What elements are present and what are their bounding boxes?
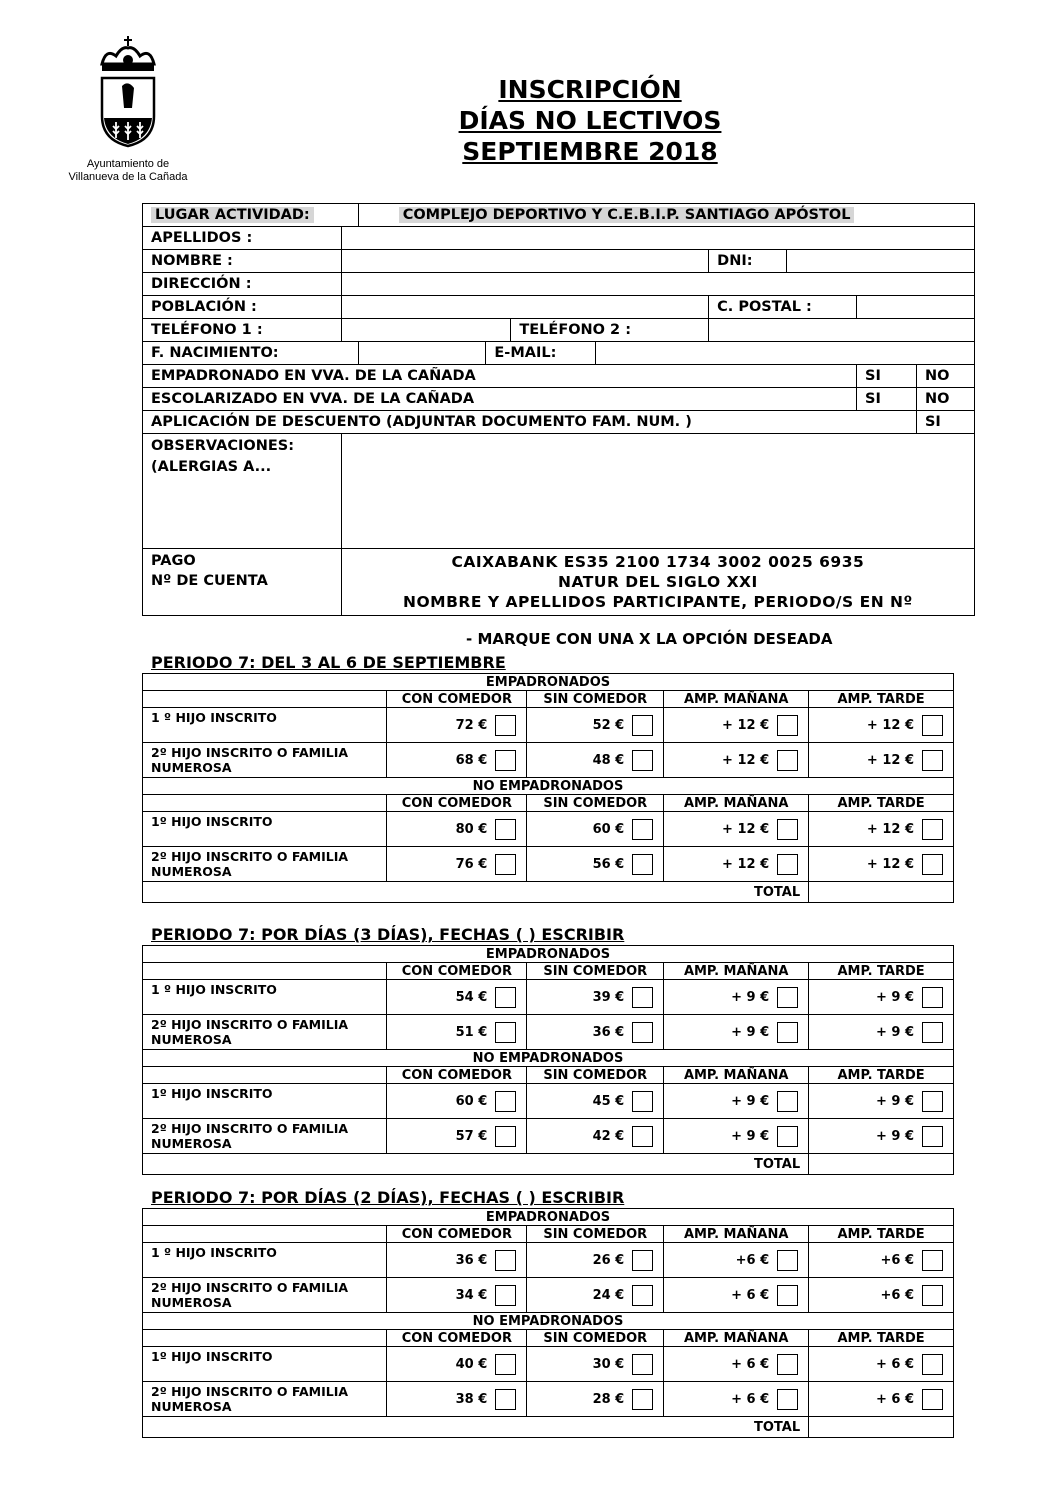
- row-label: 2º HIJO INSCRITO O FAMILIA NUMEROSA: [143, 1278, 387, 1313]
- descuento-si[interactable]: SI: [916, 411, 974, 434]
- option-checkbox[interactable]: [495, 987, 516, 1008]
- price-cell: [809, 1382, 954, 1417]
- option-checkbox[interactable]: [777, 715, 798, 736]
- email-field[interactable]: [596, 342, 975, 365]
- option-checkbox[interactable]: [777, 1126, 798, 1147]
- price-value: + 6 €: [875, 1391, 914, 1407]
- price-cell: [527, 708, 664, 743]
- option-checkbox[interactable]: [777, 1354, 798, 1375]
- nombre-field[interactable]: [341, 250, 708, 273]
- row-label: 1 º HIJO INSCRITO: [143, 708, 387, 743]
- total-label: TOTAL: [143, 1417, 809, 1438]
- lugar-label-cell: [143, 204, 359, 227]
- email-label: E-MAIL:: [486, 342, 596, 365]
- nacimiento-label: F. NACIMIENTO:: [143, 342, 359, 365]
- option-checkbox[interactable]: [495, 1354, 516, 1375]
- option-checkbox[interactable]: [922, 1126, 943, 1147]
- price-value: + 6 €: [731, 1287, 770, 1303]
- option-checkbox[interactable]: [632, 1250, 653, 1271]
- price-value: 24 €: [592, 1287, 625, 1303]
- price-cell: [527, 1278, 664, 1313]
- price-cell: [387, 1278, 527, 1313]
- price-cell: [527, 847, 664, 882]
- column-header: SIN COMEDOR: [527, 1067, 664, 1084]
- price-cell: [387, 1382, 527, 1417]
- blank-header: [143, 795, 387, 812]
- price-cell: [387, 1243, 527, 1278]
- option-checkbox[interactable]: [777, 1285, 798, 1306]
- column-header: AMP. MAÑANA: [664, 963, 809, 980]
- group-header: EMPADRONADOS: [143, 674, 954, 691]
- option-checkbox[interactable]: [495, 819, 516, 840]
- title-line-2: DÍAS NO LECTIVOS: [458, 106, 722, 135]
- row-label: 2º HIJO INSCRITO O FAMILIA NUMEROSA: [143, 847, 387, 882]
- group-header: NO EMPADRONADOS: [143, 1050, 954, 1067]
- row-label: 1º HIJO INSCRITO: [143, 812, 387, 847]
- option-checkbox[interactable]: [777, 1091, 798, 1112]
- price-cell: [387, 1119, 527, 1154]
- price-cell: [527, 1084, 664, 1119]
- column-header: CON COMEDOR: [387, 963, 527, 980]
- price-cell: [387, 980, 527, 1015]
- price-cell: [809, 1347, 954, 1382]
- price-value: 36 €: [455, 1252, 488, 1268]
- apellidos-label: APELLIDOS :: [143, 227, 342, 250]
- option-checkbox[interactable]: [922, 854, 943, 875]
- price-value: 42 €: [592, 1128, 625, 1144]
- row-label: 2º HIJO INSCRITO O FAMILIA NUMEROSA: [143, 1119, 387, 1154]
- column-header: AMP. MAÑANA: [664, 691, 809, 708]
- price-value: 60 €: [592, 821, 625, 837]
- table-row: [143, 1243, 954, 1278]
- price-cell: [387, 743, 527, 778]
- option-checkbox[interactable]: [777, 854, 798, 875]
- column-header: CON COMEDOR: [387, 1067, 527, 1084]
- price-value: + 9 €: [875, 1024, 914, 1040]
- table-row: [143, 1119, 954, 1154]
- option-checkbox[interactable]: [632, 1389, 653, 1410]
- price-value: 28 €: [592, 1391, 625, 1407]
- column-header: CON COMEDOR: [387, 795, 527, 812]
- option-checkbox[interactable]: [632, 854, 653, 875]
- period-heading-2: PERIODO 7: POR DÍAS (3 DÍAS), FECHAS ( ) ESCRIBIR: [151, 925, 625, 944]
- column-header: SIN COMEDOR: [527, 1330, 664, 1347]
- price-cell: [664, 1119, 809, 1154]
- coat-of-arms-icon: [96, 34, 160, 152]
- option-checkbox[interactable]: [495, 750, 516, 771]
- option-checkbox[interactable]: [495, 715, 516, 736]
- price-cell: [664, 743, 809, 778]
- option-checkbox[interactable]: [777, 1250, 798, 1271]
- option-checkbox[interactable]: [495, 1126, 516, 1147]
- option-checkbox[interactable]: [922, 715, 943, 736]
- price-value: 30 €: [592, 1356, 625, 1372]
- lugar-label: LUGAR ACTIVIDAD:: [151, 207, 314, 223]
- instruction-note: - MARQUE CON UNA X LA OPCIÓN DESEADA: [466, 630, 833, 648]
- row-label: 1 º HIJO INSCRITO: [143, 1243, 387, 1278]
- price-cell: [809, 1278, 954, 1313]
- price-cell: [387, 1084, 527, 1119]
- row-label: 2º HIJO INSCRITO O FAMILIA NUMEROSA: [143, 1382, 387, 1417]
- price-cell: [664, 812, 809, 847]
- option-checkbox[interactable]: [632, 1091, 653, 1112]
- option-checkbox[interactable]: [777, 819, 798, 840]
- price-cell: [664, 1243, 809, 1278]
- option-checkbox[interactable]: [632, 1022, 653, 1043]
- price-value: + 12 €: [722, 752, 770, 768]
- total-label: TOTAL: [143, 1154, 809, 1175]
- table-row: [143, 812, 954, 847]
- escolarizado-si[interactable]: SI: [857, 388, 917, 411]
- option-checkbox[interactable]: [495, 1091, 516, 1112]
- group-header: NO EMPADRONADOS: [143, 778, 954, 795]
- poblacion-label: POBLACIÓN :: [143, 296, 342, 319]
- total-field[interactable]: [809, 1154, 954, 1175]
- price-value: + 9 €: [731, 1024, 770, 1040]
- price-cell: [809, 708, 954, 743]
- price-cell: [664, 1278, 809, 1313]
- price-value: 80 €: [455, 821, 488, 837]
- option-checkbox[interactable]: [632, 1354, 653, 1375]
- price-value: 38 €: [455, 1391, 488, 1407]
- table-row: [143, 980, 954, 1015]
- row-label: 1º HIJO INSCRITO: [143, 1347, 387, 1382]
- municipal-logo: [58, 34, 198, 184]
- empadronado-si[interactable]: SI: [857, 365, 917, 388]
- price-cell: [809, 980, 954, 1015]
- dni-label: DNI:: [709, 250, 787, 273]
- option-checkbox[interactable]: [495, 1250, 516, 1271]
- title-line-1: INSCRIPCIÓN: [498, 75, 682, 104]
- telefono1-field[interactable]: [341, 319, 511, 342]
- nacimiento-field[interactable]: [358, 342, 486, 365]
- price-cell: [664, 1015, 809, 1050]
- direccion-field[interactable]: [341, 273, 974, 296]
- total-field[interactable]: [809, 882, 954, 903]
- price-cell: [809, 812, 954, 847]
- blank-header: [143, 691, 387, 708]
- price-cell: [527, 743, 664, 778]
- price-cell: [664, 1084, 809, 1119]
- blank-header: [143, 963, 387, 980]
- period-heading-1: PERIODO 7: DEL 3 AL 6 DE SEPTIEMBRE: [151, 653, 506, 672]
- price-table-2: [142, 945, 954, 1175]
- pago-label-cell: [143, 549, 342, 616]
- total-field[interactable]: [809, 1417, 954, 1438]
- column-header: SIN COMEDOR: [527, 795, 664, 812]
- row-label: 1º HIJO INSCRITO: [143, 1084, 387, 1119]
- table-row: [143, 743, 954, 778]
- option-checkbox[interactable]: [777, 1389, 798, 1410]
- lugar-value-cell: [358, 204, 974, 227]
- column-header: AMP. TARDE: [809, 1226, 954, 1243]
- option-checkbox[interactable]: [632, 1126, 653, 1147]
- table-row: [143, 1278, 954, 1313]
- price-cell: [664, 1347, 809, 1382]
- cuenta-label: Nº DE CUENTA: [151, 573, 268, 589]
- price-cell: [387, 1015, 527, 1050]
- price-cell: [809, 1119, 954, 1154]
- row-label: 2º HIJO INSCRITO O FAMILIA NUMEROSA: [143, 1015, 387, 1050]
- period-heading-3: PERIODO 7: POR DÍAS (2 DÍAS), FECHAS ( ) ESCRIBIR: [151, 1188, 625, 1207]
- column-header: AMP. TARDE: [809, 963, 954, 980]
- cuenta-iban: CAIXABANK ES35 2100 1734 3002 0025 6935: [451, 553, 865, 571]
- price-value: + 6 €: [875, 1356, 914, 1372]
- price-cell: [664, 980, 809, 1015]
- price-value: 39 €: [592, 989, 625, 1005]
- blank-header: [143, 1226, 387, 1243]
- price-cell: [527, 812, 664, 847]
- table-row: [143, 1084, 954, 1119]
- table-row: [143, 708, 954, 743]
- column-header: AMP. TARDE: [809, 795, 954, 812]
- price-cell: [527, 1382, 664, 1417]
- price-cell: [664, 847, 809, 882]
- registration-form: [142, 203, 975, 616]
- cuenta-concepto: NOMBRE Y APELLIDOS PARTICIPANTE, PERIODO/S EN Nº: [403, 593, 913, 611]
- price-value: + 12 €: [866, 856, 914, 872]
- price-value: 48 €: [592, 752, 625, 768]
- column-header: SIN COMEDOR: [527, 1226, 664, 1243]
- price-value: +6 €: [735, 1252, 770, 1268]
- option-checkbox[interactable]: [495, 1285, 516, 1306]
- column-header: AMP. MAÑANA: [664, 795, 809, 812]
- price-value: +6 €: [880, 1287, 914, 1303]
- cuenta-info: [341, 549, 974, 616]
- price-value: + 12 €: [866, 752, 914, 768]
- price-cell: [387, 847, 527, 882]
- price-value: 26 €: [592, 1252, 625, 1268]
- price-value: 76 €: [455, 856, 488, 872]
- price-value: 68 €: [455, 752, 488, 768]
- observaciones-label: OBSERVACIONES:: [151, 438, 294, 454]
- option-checkbox[interactable]: [777, 987, 798, 1008]
- table-row: [143, 1347, 954, 1382]
- org-line-2: Villanueva de la Cañada: [68, 171, 188, 183]
- price-value: + 9 €: [731, 989, 770, 1005]
- price-value: + 9 €: [731, 1128, 770, 1144]
- price-value: 51 €: [455, 1024, 488, 1040]
- column-header: SIN COMEDOR: [527, 691, 664, 708]
- price-cell: [809, 1084, 954, 1119]
- price-cell: [809, 1243, 954, 1278]
- title-line-3: SEPTIEMBRE 2018: [462, 137, 718, 166]
- option-checkbox[interactable]: [922, 1022, 943, 1043]
- alergias-label: (ALERGIAS A...: [151, 459, 272, 475]
- option-checkbox[interactable]: [922, 750, 943, 771]
- escolarizado-no[interactable]: NO: [916, 388, 974, 411]
- price-cell: [809, 743, 954, 778]
- pago-label: PAGO: [151, 553, 196, 569]
- price-value: 52 €: [592, 717, 625, 733]
- row-label: 1 º HIJO INSCRITO: [143, 980, 387, 1015]
- price-value: 45 €: [592, 1093, 625, 1109]
- price-table-1: [142, 673, 954, 903]
- escolarizado-label: ESCOLARIZADO EN VVA. DE LA CAÑADA: [143, 388, 857, 411]
- option-checkbox[interactable]: [922, 1091, 943, 1112]
- price-value: 36 €: [592, 1024, 625, 1040]
- telefono2-label: TELÉFONO 2 :: [511, 319, 709, 342]
- column-header: AMP. MAÑANA: [664, 1067, 809, 1084]
- price-value: + 12 €: [722, 821, 770, 837]
- price-value: 72 €: [455, 717, 488, 733]
- blank-header: [143, 1067, 387, 1084]
- price-cell: [809, 847, 954, 882]
- org-line-1: Ayuntamiento de: [86, 158, 170, 170]
- empadronado-no[interactable]: NO: [916, 365, 974, 388]
- price-table-3: [142, 1208, 954, 1438]
- price-value: + 12 €: [722, 856, 770, 872]
- price-cell: [527, 1015, 664, 1050]
- row-label: 2º HIJO INSCRITO O FAMILIA NUMEROSA: [143, 743, 387, 778]
- option-checkbox[interactable]: [922, 1389, 943, 1410]
- column-header: AMP. MAÑANA: [664, 1226, 809, 1243]
- price-value: 57 €: [455, 1128, 488, 1144]
- price-value: 60 €: [455, 1093, 488, 1109]
- price-value: + 12 €: [722, 717, 770, 733]
- price-value: + 9 €: [875, 1093, 914, 1109]
- price-value: + 6 €: [731, 1391, 770, 1407]
- cuenta-titular: NATUR DEL SIGLO XXI: [558, 573, 758, 591]
- price-cell: [664, 1382, 809, 1417]
- column-header: AMP. TARDE: [809, 691, 954, 708]
- total-label: TOTAL: [143, 882, 809, 903]
- option-checkbox[interactable]: [632, 750, 653, 771]
- group-header: EMPADRONADOS: [143, 946, 954, 963]
- lugar-value: COMPLEJO DEPORTIVO Y C.E.B.I.P. SANTIAGO APÓSTOL: [399, 207, 855, 223]
- option-checkbox[interactable]: [922, 987, 943, 1008]
- column-header: AMP. TARDE: [809, 1067, 954, 1084]
- price-cell: [527, 980, 664, 1015]
- price-cell: [527, 1347, 664, 1382]
- observaciones-field[interactable]: [341, 434, 974, 549]
- option-checkbox[interactable]: [922, 1285, 943, 1306]
- observaciones-label-cell: [143, 434, 342, 549]
- price-cell: [809, 1015, 954, 1050]
- option-checkbox[interactable]: [495, 854, 516, 875]
- option-checkbox[interactable]: [922, 819, 943, 840]
- cpostal-label: C. POSTAL :: [709, 296, 857, 319]
- option-checkbox[interactable]: [632, 987, 653, 1008]
- telefono1-label: TELÉFONO 1 :: [143, 319, 342, 342]
- column-header: AMP. TARDE: [809, 1330, 954, 1347]
- group-header: NO EMPADRONADOS: [143, 1313, 954, 1330]
- price-value: + 9 €: [875, 989, 914, 1005]
- option-checkbox[interactable]: [495, 1022, 516, 1043]
- option-checkbox[interactable]: [632, 715, 653, 736]
- price-value: 56 €: [592, 856, 625, 872]
- blank-header: [143, 1330, 387, 1347]
- option-checkbox[interactable]: [632, 1285, 653, 1306]
- column-header: CON COMEDOR: [387, 691, 527, 708]
- price-value: + 9 €: [875, 1128, 914, 1144]
- dni-field[interactable]: [787, 250, 975, 273]
- poblacion-field[interactable]: [341, 296, 708, 319]
- option-checkbox[interactable]: [495, 1389, 516, 1410]
- table-row: [143, 1015, 954, 1050]
- cpostal-field[interactable]: [857, 296, 975, 319]
- column-header: AMP. MAÑANA: [664, 1330, 809, 1347]
- option-checkbox[interactable]: [922, 1354, 943, 1375]
- price-value: + 6 €: [731, 1356, 770, 1372]
- price-cell: [527, 1243, 664, 1278]
- price-cell: [664, 708, 809, 743]
- group-header: EMPADRONADOS: [143, 1209, 954, 1226]
- empadronado-label: EMPADRONADO EN VVA. DE LA CAÑADA: [143, 365, 857, 388]
- table-row: [143, 1382, 954, 1417]
- option-checkbox[interactable]: [632, 819, 653, 840]
- direccion-label: DIRECCIÓN :: [143, 273, 342, 296]
- price-value: + 9 €: [731, 1093, 770, 1109]
- option-checkbox[interactable]: [777, 1022, 798, 1043]
- telefono2-field[interactable]: [709, 319, 975, 342]
- apellidos-field[interactable]: [341, 227, 974, 250]
- price-value: 34 €: [455, 1287, 488, 1303]
- price-cell: [387, 708, 527, 743]
- price-cell: [387, 812, 527, 847]
- price-cell: [387, 1347, 527, 1382]
- descuento-label: APLICACIÓN DE DESCUENTO (ADJUNTAR DOCUMENTO FAM. NUM. ): [143, 411, 917, 434]
- option-checkbox[interactable]: [922, 1250, 943, 1271]
- price-cell: [527, 1119, 664, 1154]
- price-value: 54 €: [455, 989, 488, 1005]
- nombre-label: NOMBRE :: [143, 250, 342, 273]
- option-checkbox[interactable]: [777, 750, 798, 771]
- column-header: CON COMEDOR: [387, 1226, 527, 1243]
- price-value: + 12 €: [866, 821, 914, 837]
- price-value: + 12 €: [866, 717, 914, 733]
- document-title: [380, 74, 800, 167]
- column-header: CON COMEDOR: [387, 1330, 527, 1347]
- table-row: [143, 847, 954, 882]
- price-value: 40 €: [455, 1356, 488, 1372]
- column-header: SIN COMEDOR: [527, 963, 664, 980]
- price-value: +6 €: [880, 1252, 914, 1268]
